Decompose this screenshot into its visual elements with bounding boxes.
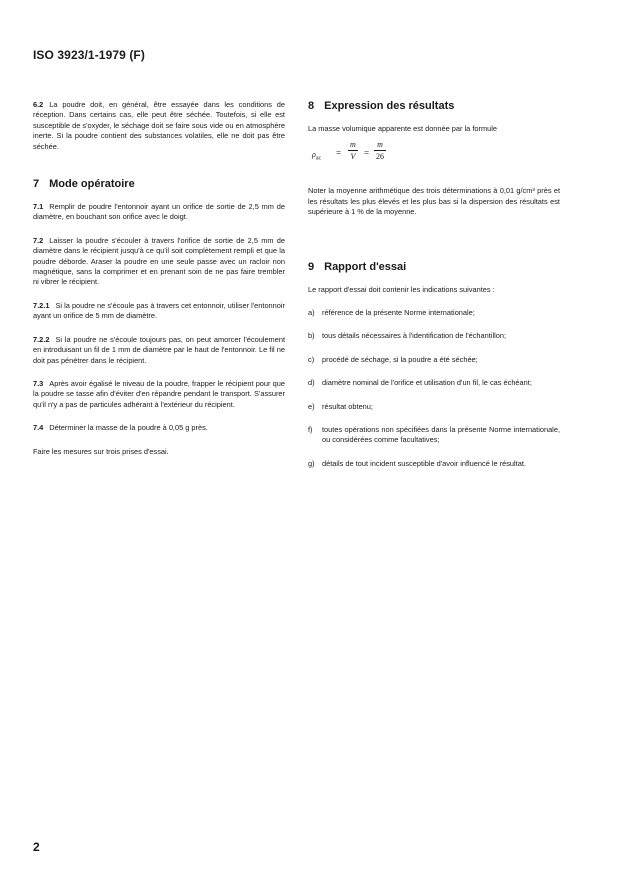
clause-7-2-1 [33, 301, 285, 322]
list-text: tous détails nécessaires à l'identification de l'échantillon; [322, 331, 507, 341]
equals-sign: = [364, 148, 370, 159]
section-7-heading [33, 178, 285, 191]
numerator: m [377, 140, 383, 150]
rho-symbol: ρ [312, 150, 316, 160]
clause-7-3 [33, 379, 285, 410]
list-item-g [308, 459, 560, 469]
page-header: ISO 3923/1-1979 (F) [33, 48, 145, 62]
clause-text: Remplir de poudre l'entonnoir ayant un orifice de sortie de 2,5 mm de diamètre, en bouchant son orifice avec le doigt. [33, 202, 285, 222]
list-letter: a) [308, 308, 315, 318]
list-letter: f) [308, 425, 313, 435]
clause-text: Si la poudre ne s'écoule toujours pas, on peut amorcer l'écoulement en introduisant un fil de 1 mm de diamètre par le haut de l'entonnoir. Le fil ne doit pas pénétrer dans le récipient. [33, 334, 285, 365]
formula-symbol [312, 150, 321, 162]
section-8-heading [308, 100, 560, 113]
final-instruction: Faire les mesures sur trois prises d'essai. [33, 446, 169, 456]
clause-text: Si la poudre ne s'écoule pas à travers cet entonnoir, utiliser l'entonnoir ayant un orifice de 5 mm de diamètre. [33, 300, 285, 321]
list-item-b [308, 331, 560, 341]
clause-number: 6.2 [33, 100, 44, 109]
list-letter: g) [308, 458, 315, 468]
list-letter: b) [308, 331, 315, 341]
clause-text: Déterminer la masse de la poudre à 0,05 g près. [49, 423, 208, 433]
density-formula [312, 140, 560, 170]
clause-7-1 [33, 202, 285, 223]
numerator: m [350, 140, 356, 150]
list-text: toutes opérations non spécifiées dans la présente Norme internationale, ou considérées comme facultatives; [322, 425, 560, 445]
denominator: 26 [376, 152, 384, 162]
clause-7-4 [33, 423, 285, 433]
list-text: procédé de séchage, si la poudre a été séchée; [322, 354, 478, 364]
clause-7-2 [33, 236, 285, 288]
results-note: Noter la moyenne arithmétique des trois déterminations à 0,01 g/cm³ près et les résultats les plus élevés et les plus bas si la dispersion des résultats est supérieure à 1 % de la moyenne. [308, 186, 560, 217]
clause-number: 7.2 [33, 235, 44, 245]
equals-sign: = [336, 148, 342, 159]
clause-number: 7.1 [33, 202, 44, 212]
report-intro: Le rapport d'essai doit contenir les indications suivantes : [308, 284, 495, 294]
clause-number: 7.2.2 [33, 334, 50, 344]
list-text: détails de tout incident susceptible d'avoir influencé le résultat. [322, 458, 526, 468]
left-column [33, 100, 285, 470]
formula-intro: La masse volumique apparente est donnée par la formule [308, 124, 497, 133]
page-number: 2 [33, 840, 40, 854]
right-column [308, 100, 560, 482]
list-item-e [308, 402, 560, 412]
fraction-m-over-26 [374, 140, 386, 161]
list-letter: c) [308, 354, 315, 364]
list-item-c [308, 355, 560, 365]
clause-number: 7.3 [33, 378, 44, 388]
section-number: 9 [308, 260, 315, 273]
section-number: 7 [33, 178, 40, 191]
list-text: résultat obtenu; [322, 401, 373, 411]
clause-number: 7.4 [33, 423, 44, 433]
clause-text: Après avoir égalisé le niveau de la poudre, frapper le récipient pour que la poudre se tasse afin d'éviter d'en répandre pendant le transport. S'assurer qu'il n'y a pas de particules adhérant à l'extérieur du récipient. [33, 378, 285, 409]
section-title: Mode opératoire [49, 178, 135, 191]
list-item-d [308, 378, 560, 388]
clause-6-2 [33, 100, 285, 152]
clause-text: La poudre doit, en général, être essayée dans les conditions de réception. Dans certains cas, elle peut être séchée. Toutefois, si elle est susceptible de s'oxyder, le séchage doit se faire sous vide ou en atmosphère inerte. Si la poudre contient des substances volatiles, elle ne doit pas être séchée. [33, 100, 285, 151]
clause-text: Laisser la poudre s'écouler à travers l'orifice de sortie de 2,5 mm de diamètre dans le récipient jusqu'à ce qu'il soit complètement rempli et que la poudre déborde. Araser la poudre en une seule passe avec un racloir non magnétique, sans la comprimer et en prenant soin de ne pas faire trembler ni vibrer le récipient. [33, 235, 285, 287]
list-item-a [308, 308, 560, 318]
section-number: 8 [308, 100, 315, 112]
fraction-bar [348, 150, 358, 151]
list-letter: d) [308, 378, 315, 388]
clause-number: 7.2.1 [33, 300, 50, 310]
list-text: diamètre nominal de l'orifice et utilisation d'un fil, le cas échéant; [322, 378, 532, 388]
list-item-f [308, 425, 560, 446]
denominator: V [350, 152, 356, 162]
list-text: référence de la présente Norme internationale; [322, 308, 475, 318]
list-letter: e) [308, 401, 315, 411]
section-9-heading [308, 261, 560, 274]
section-title: Rapport d'essai [324, 260, 407, 273]
section-title: Expression des résultats [324, 100, 455, 112]
fraction-bar [374, 150, 386, 151]
clause-7-2-2 [33, 335, 285, 366]
formula-subscript: ac [315, 156, 322, 162]
fraction-m-over-v [348, 140, 358, 161]
